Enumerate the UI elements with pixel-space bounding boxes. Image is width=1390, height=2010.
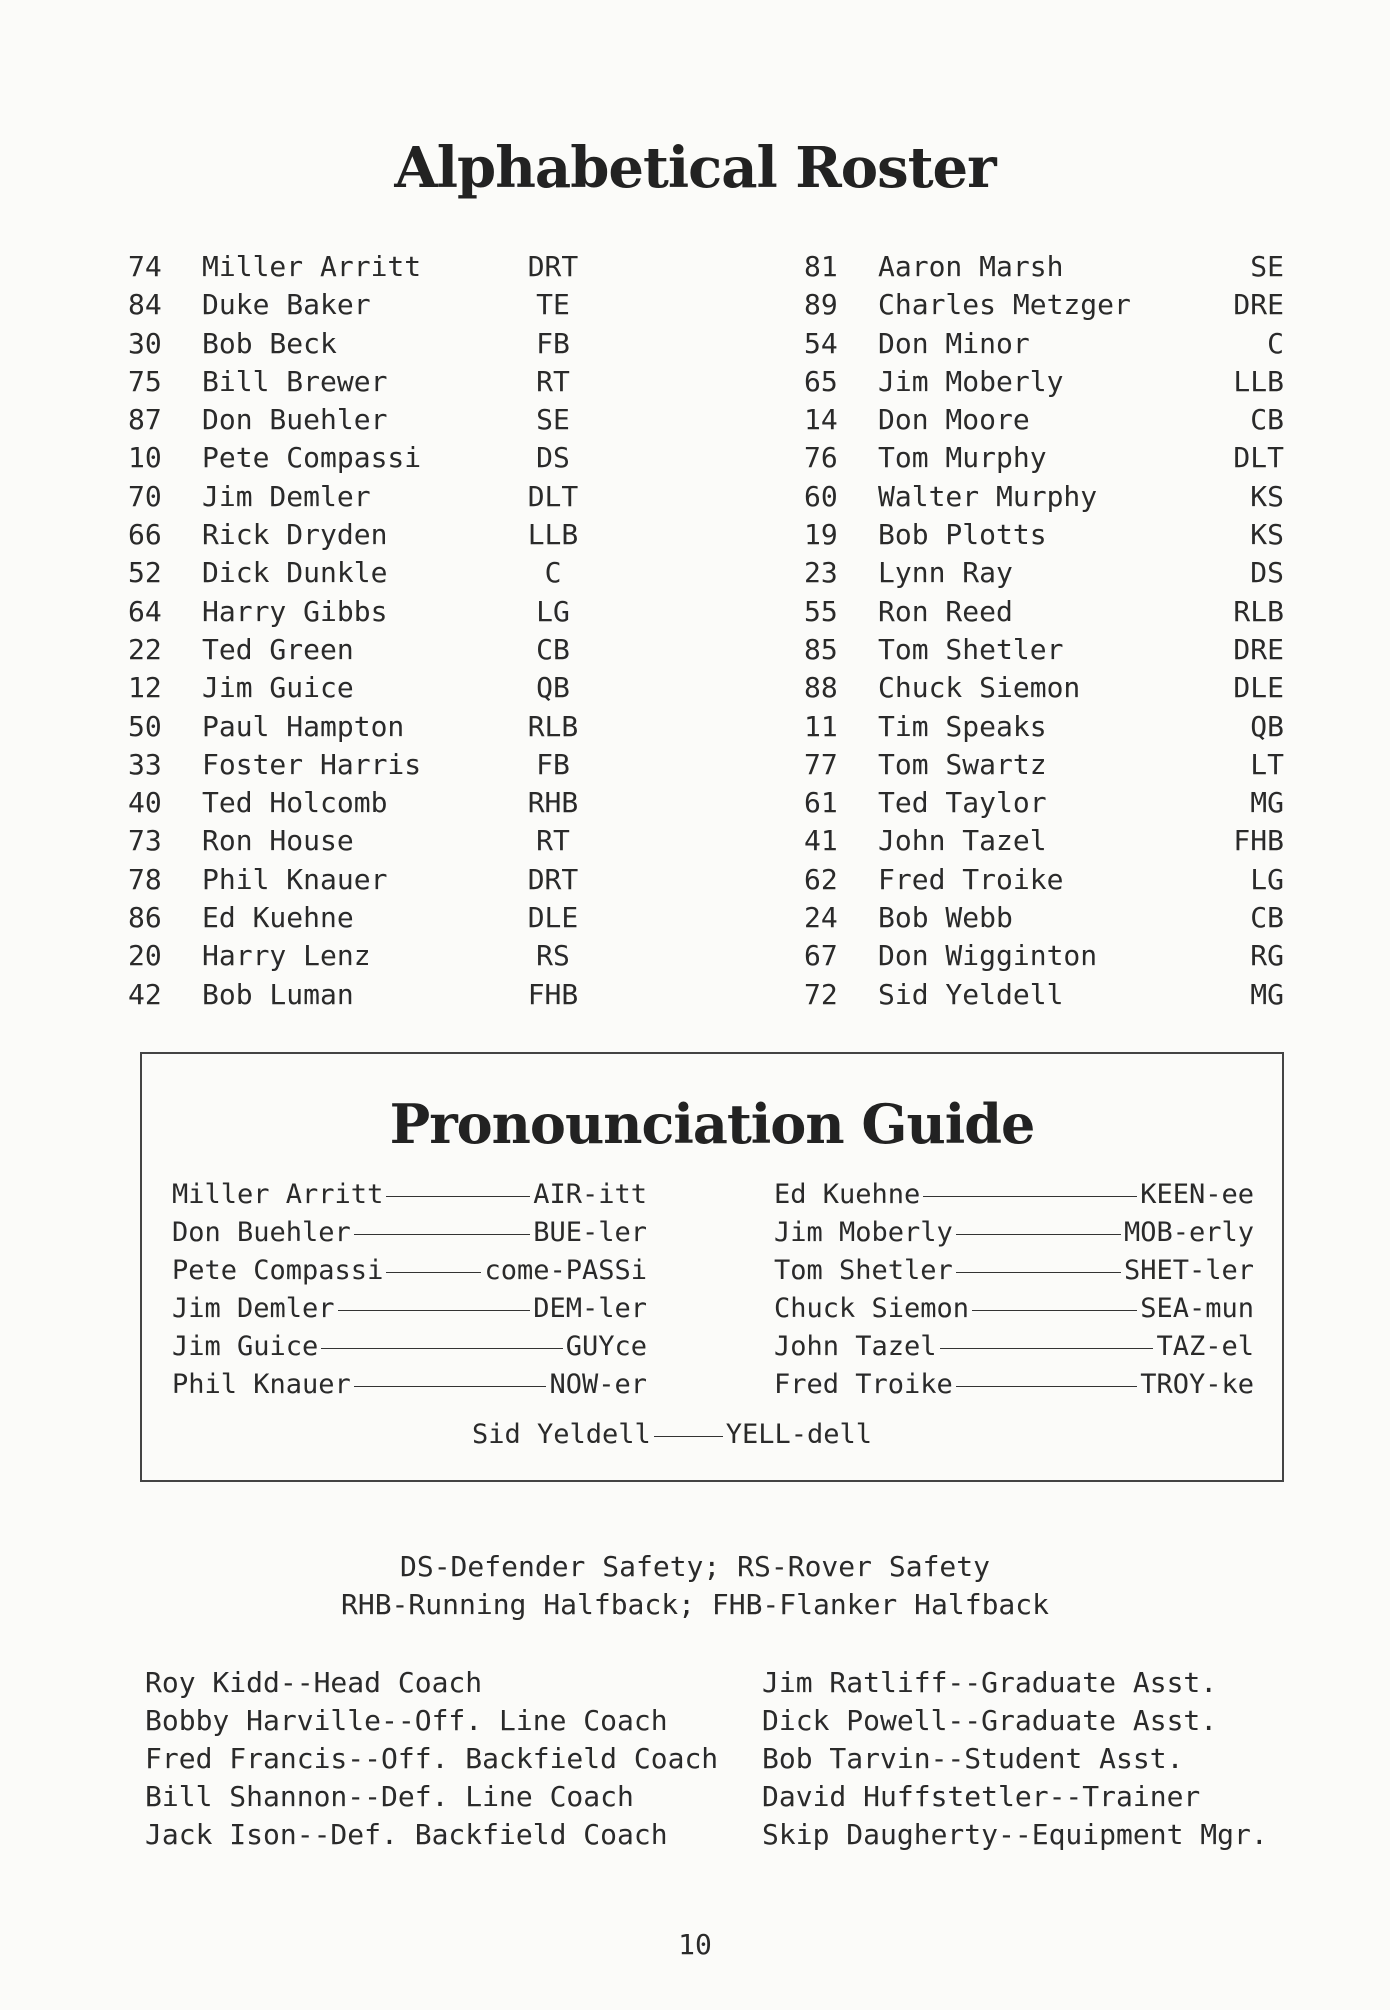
guide-row <box>774 1328 1254 1366</box>
player-name: Ron Reed <box>878 594 1013 628</box>
roster-row <box>804 899 1284 937</box>
player-position: FB <box>536 747 570 781</box>
roster-row <box>804 784 1284 822</box>
player-number: 40 <box>128 786 162 820</box>
staff-member: Jim Ratliff--Graduate Asst. <box>762 1666 1218 1699</box>
guide-pronunciation: NOW-er <box>549 1369 647 1400</box>
roster-row <box>804 708 1284 746</box>
player-name: Tom Murphy <box>878 441 1047 475</box>
staff-member: Bobby Harville--Off. Line Coach <box>145 1704 668 1737</box>
guide-pronunciation: YELL-dell <box>725 1419 872 1450</box>
guide-pronunciation: AIR-itt <box>533 1179 647 1210</box>
roster-row <box>804 746 1284 784</box>
player-number: 11 <box>804 709 838 743</box>
player-number: 72 <box>804 977 838 1011</box>
guide-center-entry <box>472 1416 872 1454</box>
player-number: 86 <box>128 901 162 935</box>
roster-row <box>128 899 608 937</box>
player-name: Ted Green <box>202 632 354 666</box>
player-position: DS <box>536 441 570 475</box>
roster-row <box>128 822 608 860</box>
guide-leader-line <box>654 1436 723 1437</box>
roster-row <box>128 363 608 401</box>
player-name: Duke Baker <box>202 288 371 322</box>
player-name: Don Moore <box>878 403 1030 437</box>
guide-pronunciation: KEEN-ee <box>1140 1179 1254 1210</box>
player-position: RT <box>536 364 570 398</box>
player-position: C <box>1267 326 1284 360</box>
guide-pronunciation: MOB-erly <box>1123 1217 1254 1248</box>
roster-row <box>804 439 1284 477</box>
player-number: 78 <box>128 862 162 896</box>
player-position: RLB <box>527 709 579 743</box>
player-position: FHB <box>527 977 579 1011</box>
guide-leader-line <box>321 1348 562 1349</box>
player-name: John Tazel <box>878 824 1047 858</box>
player-number: 12 <box>128 671 162 705</box>
player-name: Harry Lenz <box>202 939 371 973</box>
player-position: LT <box>1250 747 1284 781</box>
roster-row <box>128 554 608 592</box>
player-position: DLE <box>527 901 579 935</box>
roster-row <box>128 669 608 707</box>
abbreviation-line: DS-Defender Safety; RS-Rover Safety <box>399 1550 990 1583</box>
guide-right-column <box>774 1176 1254 1404</box>
player-name: Aaron Marsh <box>878 250 1064 283</box>
staff-right-column <box>762 1664 1268 1854</box>
player-name: Ron House <box>202 824 354 858</box>
guide-leader-line <box>354 1234 530 1235</box>
roster-row <box>128 593 608 631</box>
player-number: 73 <box>128 824 162 858</box>
player-name: Miller Arritt <box>202 250 422 283</box>
roster-row <box>128 439 608 477</box>
player-number: 24 <box>804 901 838 935</box>
guide-player-name: Miller Arritt <box>172 1179 384 1210</box>
roster-row <box>804 631 1284 669</box>
player-number: 30 <box>128 326 162 360</box>
guide-row <box>172 1366 647 1404</box>
player-name: Jim Guice <box>202 671 354 705</box>
player-position: SE <box>1250 250 1284 283</box>
player-position: LLB <box>1233 364 1284 398</box>
player-number: 77 <box>804 747 838 781</box>
guide-row <box>472 1416 872 1454</box>
guide-player-name: Pete Compassi <box>172 1255 384 1286</box>
roster-row <box>128 478 608 516</box>
player-name: Charles Metzger <box>878 288 1131 322</box>
pronunciation-guide-title: Pronounciation Guide <box>389 1092 1035 1156</box>
player-name: Sid Yeldell <box>878 977 1064 1011</box>
roster-row <box>804 861 1284 899</box>
player-name: Phil Knauer <box>202 862 388 896</box>
player-position: DRT <box>527 250 579 283</box>
guide-row <box>774 1252 1254 1290</box>
player-number: 89 <box>804 288 838 322</box>
player-name: Ed Kuehne <box>202 901 354 935</box>
player-number: 64 <box>128 594 162 628</box>
guide-row <box>172 1214 647 1252</box>
guide-leader-line <box>940 1348 1154 1349</box>
guide-leader-line <box>354 1386 547 1387</box>
guide-player-name: Jim Guice <box>172 1331 319 1362</box>
guide-pronunciation: BUE-ler <box>533 1217 647 1248</box>
guide-player-name: Phil Knauer <box>172 1369 351 1400</box>
player-position: RHB <box>527 786 579 820</box>
player-position: RS <box>536 939 570 973</box>
guide-player-name: Ed Kuehne <box>774 1179 921 1210</box>
player-number: 60 <box>804 479 838 513</box>
player-name: Lynn Ray <box>878 556 1013 590</box>
player-position: CB <box>536 632 570 666</box>
player-number: 14 <box>804 403 838 437</box>
player-position: DRT <box>527 862 579 896</box>
player-position: DLE <box>1233 671 1284 705</box>
player-number: 61 <box>804 786 838 820</box>
guide-pronunciation: come-PASSi <box>484 1255 647 1286</box>
guide-leader-line <box>956 1272 1121 1273</box>
roster-row <box>804 401 1284 439</box>
roster-row <box>128 401 608 439</box>
player-position: RG <box>1250 939 1284 973</box>
guide-row <box>172 1328 647 1366</box>
player-position: LG <box>536 594 570 628</box>
guide-row <box>172 1290 647 1328</box>
player-position: DRE <box>1233 632 1284 666</box>
guide-row <box>774 1176 1254 1214</box>
roster-row <box>128 631 608 669</box>
guide-left-column <box>172 1176 647 1404</box>
player-number: 74 <box>128 250 162 283</box>
player-number: 66 <box>128 518 162 552</box>
player-position: RLB <box>1233 594 1284 628</box>
player-number: 70 <box>128 479 162 513</box>
guide-player-name: Fred Troike <box>774 1369 953 1400</box>
roster-row <box>804 554 1284 592</box>
guide-leader-line <box>956 1386 1137 1387</box>
player-number: 62 <box>804 862 838 896</box>
player-name: Walter Murphy <box>878 479 1098 513</box>
player-name: Don Wigginton <box>878 939 1098 973</box>
roster-left-column <box>128 248 608 1014</box>
guide-leader-line <box>923 1196 1137 1197</box>
player-name: Fred Troike <box>878 862 1064 896</box>
player-number: 84 <box>128 288 162 322</box>
guide-player-name: Sid Yeldell <box>472 1419 651 1450</box>
guide-row <box>172 1176 647 1214</box>
guide-pronunciation: DEM-ler <box>533 1293 647 1324</box>
player-position: LLB <box>527 518 579 552</box>
player-position: MG <box>1250 977 1284 1011</box>
guide-player-name: Jim Demler <box>172 1293 335 1324</box>
roster-row <box>128 248 608 286</box>
player-name: Chuck Siemon <box>878 671 1081 705</box>
player-number: 87 <box>128 403 162 437</box>
player-number: 10 <box>128 441 162 475</box>
roster-row <box>804 248 1284 286</box>
player-name: Bob Webb <box>878 901 1013 935</box>
roster-row <box>804 325 1284 363</box>
player-position: DLT <box>527 479 579 513</box>
player-name: Harry Gibbs <box>202 594 388 628</box>
player-name: Jim Demler <box>202 479 371 513</box>
player-position: DLT <box>1233 441 1284 475</box>
guide-player-name: Jim Moberly <box>774 1217 953 1248</box>
player-number: 75 <box>128 364 162 398</box>
roster-row <box>804 478 1284 516</box>
player-name: Ted Taylor <box>878 786 1047 820</box>
player-number: 50 <box>128 709 162 743</box>
player-position: MG <box>1250 786 1284 820</box>
player-name: Don Minor <box>878 326 1030 360</box>
player-name: Don Buehler <box>202 403 388 437</box>
staff-member: Dick Powell--Graduate Asst. <box>762 1704 1218 1737</box>
roster-row <box>128 516 608 554</box>
player-number: 23 <box>804 556 838 590</box>
guide-row <box>774 1214 1254 1252</box>
guide-leader-line <box>956 1234 1121 1235</box>
player-name: Bob Beck <box>202 326 337 360</box>
player-number: 33 <box>128 747 162 781</box>
guide-pronunciation: SHET-ler <box>1123 1255 1254 1286</box>
guide-row <box>172 1252 647 1290</box>
pronunciation-guide-box <box>140 1052 1284 1482</box>
player-number: 54 <box>804 326 838 360</box>
guide-leader-line <box>972 1310 1137 1311</box>
staff-member: Roy Kidd--Head Coach <box>145 1666 483 1699</box>
guide-pronunciation: TROY-ke <box>1140 1369 1254 1400</box>
player-position: QB <box>536 671 570 705</box>
roster-row <box>128 708 608 746</box>
guide-player-name: Tom Shetler <box>774 1255 953 1286</box>
guide-pronunciation: SEA-mun <box>1140 1293 1254 1324</box>
staff-left-column <box>145 1664 718 1854</box>
player-number: 85 <box>804 632 838 666</box>
roster-row <box>804 286 1284 324</box>
player-number: 22 <box>128 632 162 666</box>
staff-member: Fred Francis--Off. Backfield Coach <box>145 1742 719 1775</box>
roster-row <box>804 937 1284 975</box>
player-position: LG <box>1250 862 1284 896</box>
player-position: KS <box>1250 518 1284 552</box>
player-name: Pete Compassi <box>202 441 422 475</box>
roster-row <box>804 363 1284 401</box>
player-position: CB <box>1250 901 1284 935</box>
roster-row <box>128 861 608 899</box>
player-name: Bob Luman <box>202 977 354 1011</box>
player-number: 20 <box>128 939 162 973</box>
player-position: FB <box>536 326 570 360</box>
player-number: 65 <box>804 364 838 398</box>
player-name: Tim Speaks <box>878 709 1047 743</box>
player-name: Dick Dunkle <box>202 556 388 590</box>
guide-leader-line <box>386 1272 481 1273</box>
page-number: 10 <box>678 1928 712 1961</box>
roster-row <box>804 516 1284 554</box>
player-number: 81 <box>804 250 838 283</box>
roster-row <box>128 325 608 363</box>
staff-member: David Huffstetler--Trainer <box>762 1780 1201 1813</box>
roster-row <box>804 593 1284 631</box>
guide-player-name: Chuck Siemon <box>774 1293 970 1324</box>
player-name: Tom Swartz <box>878 747 1047 781</box>
guide-leader-line <box>386 1196 530 1197</box>
player-number: 41 <box>804 824 838 858</box>
player-number: 76 <box>804 441 838 475</box>
player-number: 42 <box>128 977 162 1011</box>
roster-row <box>128 937 608 975</box>
staff-member: Bob Tarvin--Student Asst. <box>762 1742 1184 1775</box>
guide-pronunciation: TAZ-el <box>1156 1331 1254 1362</box>
player-position: SE <box>536 403 570 437</box>
player-name: Tom Shetler <box>878 632 1064 666</box>
player-position: RT <box>536 824 570 858</box>
player-name: Paul Hampton <box>202 709 405 743</box>
roster-row <box>128 286 608 324</box>
guide-player-name: Don Buehler <box>172 1217 351 1248</box>
player-position: TE <box>536 288 570 322</box>
player-position: DS <box>1250 556 1284 590</box>
roster-right-column <box>804 248 1284 1014</box>
staff-member: Jack Ison--Def. Backfield Coach <box>145 1818 668 1851</box>
roster-title: Alphabetical Roster <box>394 135 996 201</box>
roster-row <box>128 976 608 1014</box>
guide-row <box>774 1290 1254 1328</box>
roster-row <box>128 784 608 822</box>
player-name: Ted Holcomb <box>202 786 388 820</box>
roster-row <box>804 822 1284 860</box>
player-position: DRE <box>1233 288 1284 322</box>
player-number: 52 <box>128 556 162 590</box>
staff-member: Skip Daugherty--Equipment Mgr. <box>762 1818 1268 1851</box>
roster-row <box>128 746 608 784</box>
guide-leader-line <box>338 1310 531 1311</box>
player-number: 67 <box>804 939 838 973</box>
player-name: Foster Harris <box>202 747 422 781</box>
player-position: CB <box>1250 403 1284 437</box>
player-position: KS <box>1250 479 1284 513</box>
guide-pronunciation: GUYce <box>565 1331 647 1362</box>
roster-row <box>804 976 1284 1014</box>
player-name: Jim Moberly <box>878 364 1064 398</box>
player-position: C <box>544 556 562 590</box>
guide-player-name: John Tazel <box>774 1331 937 1362</box>
staff-member: Bill Shannon--Def. Line Coach <box>145 1780 634 1813</box>
player-number: 88 <box>804 671 838 705</box>
guide-row <box>774 1366 1254 1404</box>
player-name: Bill Brewer <box>202 364 388 398</box>
roster-row <box>804 669 1284 707</box>
player-number: 55 <box>804 594 838 628</box>
player-position: QB <box>1250 709 1284 743</box>
player-name: Rick Dryden <box>202 518 388 552</box>
player-name: Bob Plotts <box>878 518 1047 552</box>
player-number: 19 <box>804 518 838 552</box>
abbreviation-line: RHB-Running Halfback; FHB-Flanker Halfback <box>340 1588 1049 1621</box>
player-position: FHB <box>1233 824 1284 858</box>
